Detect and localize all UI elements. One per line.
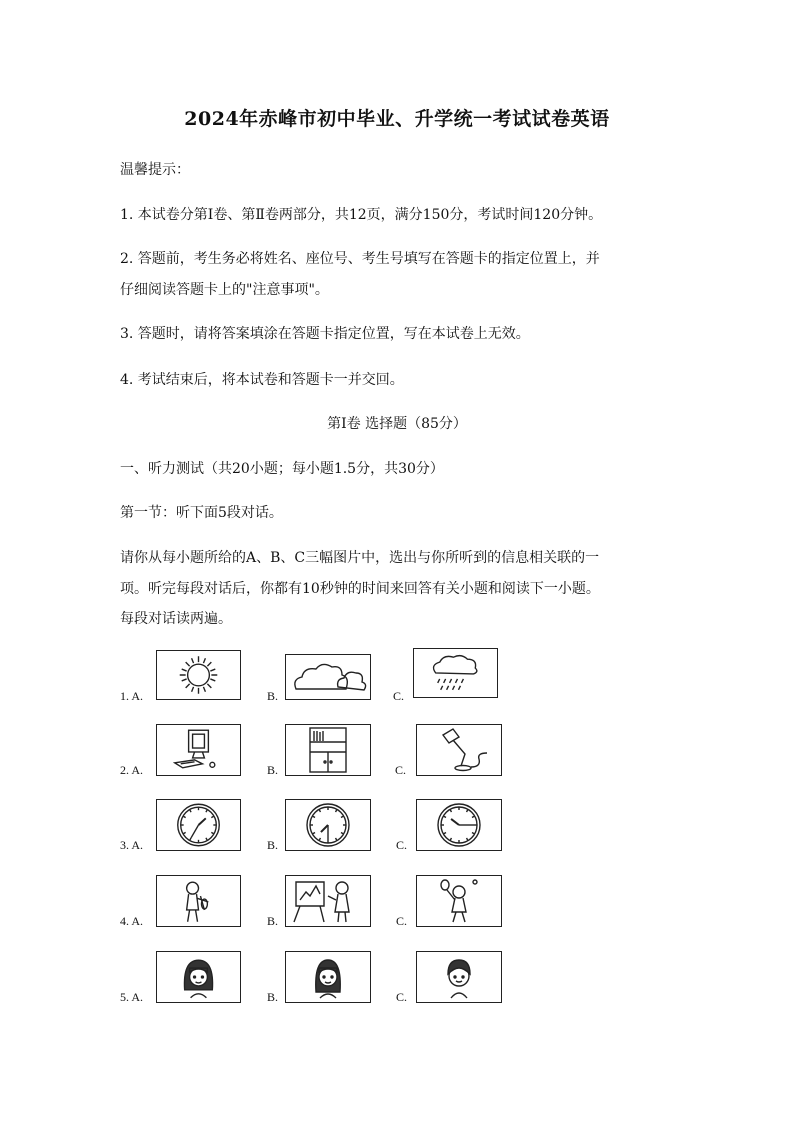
tip-4: 4. 考试结束后，将本试卷和答题卡一并交回。 — [120, 372, 404, 388]
question-5 — [120, 949, 580, 1009]
option-c-label: C. — [396, 990, 408, 1004]
clock-tick — [184, 816, 186, 817]
option-c-label: C. — [395, 763, 407, 777]
clock-tick — [472, 816, 474, 817]
question-4 — [120, 873, 580, 933]
tip-2: 2. 答题前，考生务必将姓名、座位号、考生号填写在答题卡的指定位置上，并 — [120, 251, 600, 267]
clock-tick — [184, 832, 186, 833]
clock-tick — [341, 833, 343, 834]
question-2 — [120, 722, 580, 782]
option-b-label: B. — [267, 763, 279, 777]
section-title: 一、听力测试（共20小题；每小题1.5分，共30分） — [120, 461, 444, 477]
bookcase-icon — [285, 724, 371, 776]
clock-tick — [336, 810, 337, 812]
option-c-label: C. — [393, 689, 405, 703]
clock-tick — [336, 838, 337, 840]
clock-tick — [444, 816, 446, 817]
girl-face-icon — [156, 951, 241, 1003]
question-1 — [120, 648, 580, 708]
clock-tick — [472, 833, 474, 834]
girl-face-icon — [285, 951, 371, 1003]
clock-tick — [190, 810, 191, 812]
tip-2-cont: 仔细阅读答题卡上的"注意事项"。 — [120, 282, 329, 298]
cloud-icon — [285, 654, 371, 700]
option-a-label: 1. A. — [120, 689, 144, 703]
clock-tick — [313, 833, 315, 834]
clock-icon — [285, 799, 371, 851]
option-a-label: 3. A. — [120, 838, 144, 852]
option-c-label: C. — [396, 838, 408, 852]
question-3 — [120, 797, 580, 857]
tennis-player-icon — [416, 875, 502, 927]
boy-face-icon — [416, 951, 502, 1003]
clock-tick — [211, 816, 213, 817]
clock-tick — [190, 838, 191, 840]
option-b-label: B. — [267, 914, 279, 928]
clock-tick — [450, 838, 451, 840]
option-a-label: 5. A. — [120, 990, 144, 1004]
desk-lamp-icon — [416, 724, 502, 776]
clock-icon — [156, 799, 241, 851]
instruction-line-2: 项。听完每段对话后，你都有10秒钟的时间来回答有关小题和阅读下一小题。 — [120, 581, 600, 597]
clock-tick — [341, 816, 343, 817]
option-b-label: B. — [267, 990, 279, 1004]
option-b-label: B. — [267, 838, 279, 852]
option-c-label: C. — [396, 914, 408, 928]
hour-hand — [451, 819, 459, 825]
rain-cloud-icon — [413, 648, 498, 698]
clock-tick — [313, 816, 315, 817]
clock-tick — [319, 810, 320, 812]
minute-hand — [191, 825, 198, 838]
violin-player-icon — [156, 875, 241, 927]
clock-tick — [467, 810, 468, 812]
tip-3: 3. 答题时，请将答案填涂在答题卡指定位置，写在本试卷上无效。 — [120, 326, 530, 342]
clock-tick — [206, 838, 207, 840]
painter-icon — [285, 875, 371, 927]
computer-icon — [156, 724, 241, 776]
clock-tick — [467, 838, 468, 840]
subsection-title: 第一节：听下面5段对话。 — [120, 505, 283, 521]
tips-heading: 温馨提示： — [120, 162, 190, 178]
hour-hand — [199, 818, 206, 825]
clock-tick — [450, 810, 451, 812]
option-a-label: 4. A. — [120, 914, 144, 928]
option-b-label: B. — [267, 689, 279, 703]
instruction-line-1: 请你从每小题所给的A、B、C三幅图片中，选出与你所听到的信息相关联的一 — [120, 550, 600, 566]
page-title: 2024年赤峰市初中毕业、升学统一考试试卷英语 — [184, 108, 610, 130]
option-a-label: 2. A. — [120, 763, 144, 777]
part-title: 第Ⅰ卷 选择题（85分） — [327, 416, 467, 432]
hour-hand — [321, 825, 328, 832]
clock-icon — [416, 799, 502, 851]
clock-tick — [319, 838, 320, 840]
tip-1: 1. 本试卷分第Ⅰ卷、第Ⅱ卷两部分，共12页，满分150分，考试时间120分钟。 — [120, 207, 603, 223]
instruction-line-3: 每段对话读两遍。 — [120, 611, 232, 627]
clock-tick — [444, 833, 446, 834]
sun-icon — [156, 650, 241, 700]
clock-tick — [206, 810, 207, 812]
clock-tick — [211, 832, 213, 833]
